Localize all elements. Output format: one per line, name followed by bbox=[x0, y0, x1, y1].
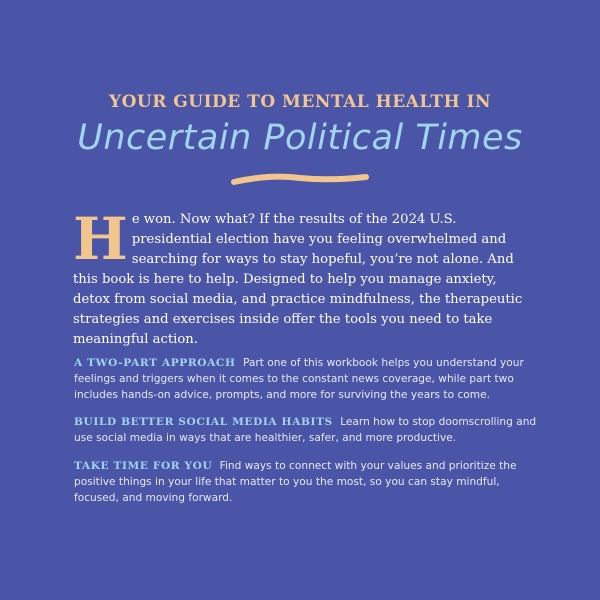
section-heading: BUILD BETTER SOCIAL MEDIA HABITS bbox=[74, 416, 333, 428]
section-heading: A TWO-PART APPROACH bbox=[74, 357, 236, 369]
section-text: Part one of this workbook helps you understand your feelings and triggers when it comes to the constant news coverage, while part two includes hands-on advice, prompts, and more for surviving the years to come. bbox=[74, 357, 524, 401]
section-take-time-for-you bbox=[74, 458, 544, 506]
section-social-media-habits bbox=[74, 414, 544, 446]
drop-cap: H bbox=[73, 205, 128, 273]
section-text: Find ways to connect with your values and prioritize the positive things in your life that matter to you the most, so you can stay mindful, focused, and moving forward. bbox=[74, 460, 517, 504]
section-two-part-approach bbox=[74, 355, 544, 403]
title-kicker: YOUR GUIDE TO MENTAL HEALTH IN bbox=[108, 92, 492, 112]
script-title: Uncertain Political Times bbox=[77, 118, 523, 158]
intro-text: e won. Now what? If the results of the 2024 U.S. presidential election have you feeling overwhelmed and searching for ways to stay hopeful, you’re not alone. And this book is here to help. Designed to help you manage anxiety, detox from social media, and practice mindfulness, the therapeutic strategies and exercises inside offer the tools you need to take meaningful action. bbox=[73, 212, 523, 347]
section-heading: TAKE TIME FOR YOU bbox=[74, 460, 213, 472]
underline-swoosh bbox=[230, 170, 370, 190]
section-text: Learn how to stop doomscrolling and use social media in ways that are healthier, safer, and more productive. bbox=[74, 416, 537, 444]
intro-paragraph bbox=[73, 205, 533, 350]
